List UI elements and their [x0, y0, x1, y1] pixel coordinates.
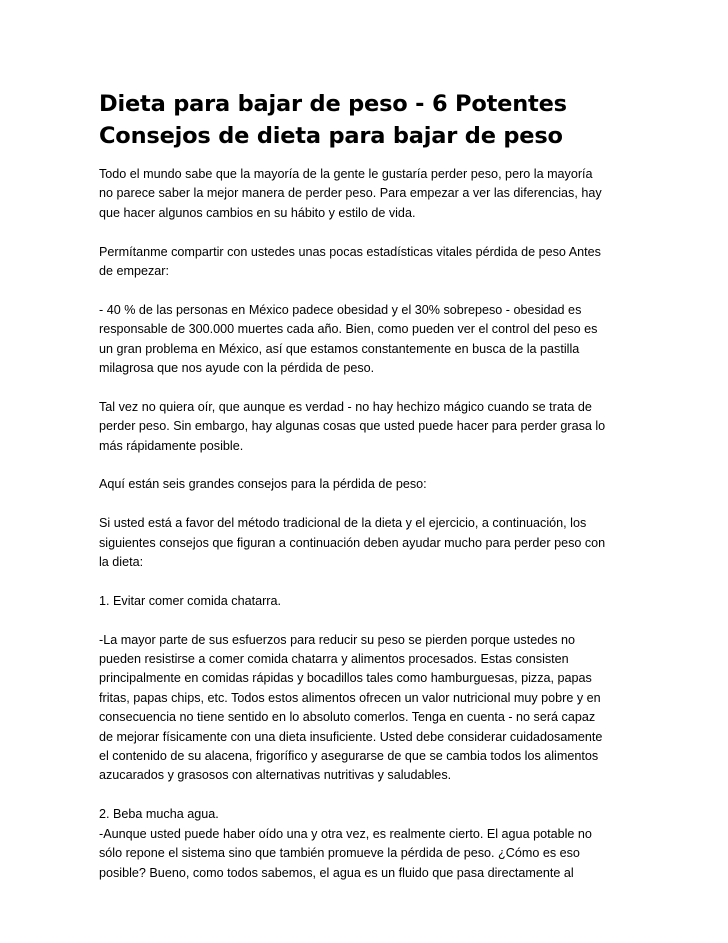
paragraph-statistics: - 40 % de las personas en México padece obesidad y el 30% sobrepeso - obesidad es responsable de 300.000 muertes cada año. Bien, como pueden ver el control del peso es un gran problema en México, así que estamos constantemente en busca de la pastilla milagrosa que nos ayude con la pérdida de peso. [99, 302, 598, 376]
paragraph-tip-1: -La mayor parte de sus esfuerzos para reducir su peso se pierden porque ustedes no pueden resistirse a comer comida chatarra y alimentos procesados. Estas consisten principalmente en comidas rápidas y bocadillos tales como hamburguesas, pizza, papas fritas, papas chips, etc. Todos estos alimentos ofrecen un valor nutricional muy pobre y en consecuencia no tiene sentido en lo absoluto comerlos. Tenga en cuenta - no será capaz de mejorar físicamente con una dieta insuficiente. Usted debe considerar cuidadosamente el contenido de su alacena, frigorífico y asegurarse de que se cambia todos los alimentos azucarados y grasosos con alternativas nutritivas y saludables. [99, 632, 603, 783]
paragraph-intro: Todo el mundo sabe que la mayoría de la gente le gustaría perder peso, pero la mayoría no parece saber la mejor manera de perder peso. Para empezar a ver las diferencias, hay que hacer algunos cambios en su hábito y estilo de vida. [99, 167, 602, 220]
paragraph-statistics-intro: Permítanme compartir con ustedes unas pocas estadísticas vitales pérdida de peso Antes de empezar: [99, 244, 601, 279]
paragraph-six-tips: Aquí están seis grandes consejos para la pérdida de peso: [99, 477, 427, 492]
heading-tip-2: 2. Beba mucha agua. [99, 807, 219, 822]
document-page [99, 88, 639, 883]
paragraph-no-magic: Tal vez no quiera oír, que aunque es verdad - no hay hechizo mágico cuando se trata de perder peso. Sin embargo, hay algunas cosas que usted puede hacer para perder grasa lo más rápidamente posible. [99, 399, 606, 453]
paragraph-tip-2: -Aunque usted puede haber oído una y otra vez, es realmente cierto. El agua potable no sólo repone el sistema sino que también promueve la pérdida de peso. ¿Cómo es eso posible? Bueno, como todos sabemos, el agua es un fluido que pasa directamente al [99, 826, 592, 880]
paragraph-traditional-method: Si usted está a favor del método tradicional de la dieta y el ejercicio, a continuación, los siguientes consejos que figuran a continuación deben ayudar mucho para perder peso con la dieta: [99, 516, 606, 570]
document-title: Dieta para bajar de peso - 6 Potentes Consejos de dieta para bajar de peso [99, 91, 567, 149]
heading-tip-1: 1. Evitar comer comida chatarra. [99, 593, 281, 608]
